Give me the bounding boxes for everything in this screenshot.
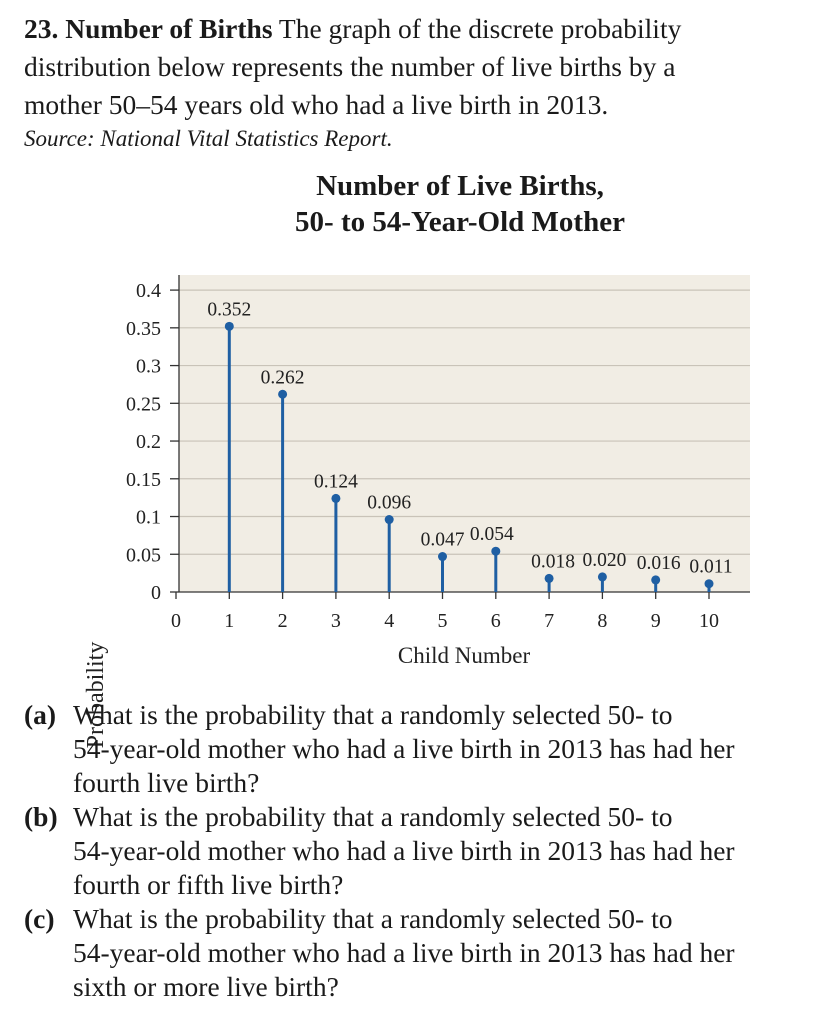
question-b-line-3: fourth or fifth live birth? [73,869,344,900]
question-a-label: (a) [24,699,57,730]
y-tick-label: 0 [151,582,161,604]
question-c-line-1: What is the probability that a randomly selected 50- to [73,903,673,934]
problem-text-3: mother 50–54 years old who had a live birth in 2013. [24,89,609,120]
question-b-line-1: What is the probability that a randomly selected 50- to [73,801,673,832]
data-label: 0.096 [367,492,412,514]
x-tick-label: 1 [224,610,235,632]
x-tick-label: 2 [277,610,288,632]
question-b-label: (b) [24,801,58,832]
data-point [438,552,447,561]
problem-text-2: distribution below represents the number of live births by a [24,51,676,82]
y-tick-label: 0.2 [136,431,161,454]
x-axis-title: Child Number [397,643,531,668]
data-label: 0.124 [313,471,358,493]
question-c-line-2: 54-year-old mother who had a live birth in 2013 has had her [73,937,735,968]
y-tick-label: 0.1 [136,506,161,529]
data-point [278,390,287,399]
data-label: 0.016 [636,552,681,574]
question-a [24,698,814,800]
problem-statement [24,10,814,154]
question-a-line-2: 54-year-old mother who had a live birth in 2013 has had her [73,733,735,764]
data-point [491,547,500,556]
y-tick-label: 0.05 [126,544,161,567]
data-point [385,515,394,524]
problem-text-1: The graph of the discrete probability [272,13,682,44]
problem-heading: Number of Births [65,13,273,44]
x-tick-label: 9 [650,610,661,632]
data-point [225,322,234,331]
data-label: 0.047 [420,529,465,551]
data-label: 0.018 [531,551,576,573]
x-tick-label: 5 [437,610,448,632]
question-b [24,800,814,902]
chart-title-line-2: 50- to 54-Year-Old Mother [295,206,625,238]
data-point [598,572,607,581]
data-point [545,574,554,583]
y-tick-label: 0.4 [136,280,161,303]
x-tick-label: 10 [699,610,719,632]
question-c-label: (c) [24,903,55,934]
chart-title-line-1: Number of Live Births, [316,170,604,202]
y-axis-title: Probability [83,641,109,749]
problem-line-1 [24,10,814,48]
x-tick-label: 0 [171,610,181,632]
data-point [331,494,340,503]
x-tick-label: 6 [490,610,501,632]
problem-source: Source: National Vital Statistics Report. [24,126,393,151]
question-c-line-3: sixth or more live birth? [73,971,339,1002]
question-a-line-3: fourth live birth? [73,767,260,798]
questions [24,698,814,1004]
data-label: 0.262 [260,367,305,389]
plot-background [179,275,750,592]
problem-number: 23. [24,13,59,44]
data-label: 0.352 [207,299,252,321]
question-a-line-1: What is the probability that a randomly selected 50- to [73,699,673,730]
data-point [651,575,660,584]
x-tick-label: 7 [544,610,555,632]
y-tick-label: 0.3 [136,355,161,378]
question-b-line-2: 54-year-old mother who had a live birth in 2013 has had her [73,835,735,866]
x-tick-label: 4 [384,610,395,632]
data-label: 0.054 [469,524,514,546]
y-tick-label: 0.25 [126,393,161,416]
y-tick-label: 0.15 [126,468,161,491]
data-label: 0.011 [689,556,733,578]
x-tick-label: 8 [597,610,608,632]
question-c [24,902,814,1004]
x-tick-label: 3 [330,610,341,632]
data-label: 0.020 [582,549,627,571]
data-point [705,579,714,588]
y-tick-label: 0.35 [126,317,161,340]
